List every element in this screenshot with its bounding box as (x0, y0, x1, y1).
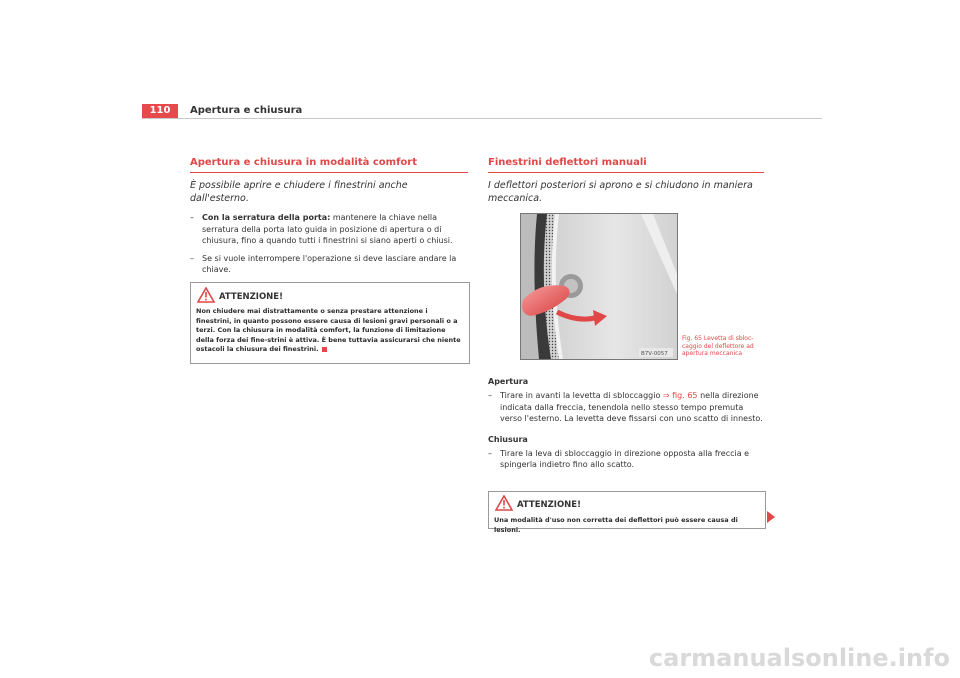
section-rule (488, 172, 764, 173)
left-section (190, 156, 468, 276)
opening-text-after: nella direzione indicata dalla freccia, tenendola nello stesso tempo premuta verso l'esterno. La levetta deve fissarsi con uno scatto di innesto. (500, 391, 763, 423)
figure-deflector-lever (520, 213, 678, 360)
section-lead: I deflettori posteriori si aprono e si chiudono in maniera meccanica. (488, 180, 753, 204)
section-title-comfort: Apertura e chiusura in modalità comfort (190, 157, 418, 168)
continue-arrow-icon[interactable] (767, 511, 775, 523)
figure-caption: Fig. 65 Levetta di sbloc-caggio del deflettore ad apertura meccanica (682, 335, 754, 358)
section-rule (190, 172, 468, 173)
section-lead: È possibile aprire e chiudere i finestrini anche dall'esterno. (190, 180, 408, 204)
warning-triangle-icon (197, 287, 215, 307)
warning-body: Non chiudere mai distrattamente o senza prestare attenzione i finestrini, in quanto possono essere causa di lesioni gravi personali o a terzi. Con la chiusura in modalità comfort, la funzione di limitazione della forza dei fine-strini è attiva. È bene tuttavia assicurarsi che niente ostacoli la chiusura dei finestrini. (196, 307, 461, 354)
warning-text: Una modalità d'uso non corretta dei deflettori può essere causa di lesioni. (494, 516, 738, 534)
dash: – (488, 391, 492, 400)
right-section (488, 156, 764, 205)
warning-title: ATTENZIONE! (517, 500, 581, 510)
figure-reference-link[interactable]: ⇒ fig. 65 (662, 391, 698, 400)
watermark: carmanualsonline.info (648, 644, 950, 672)
closing-heading: Chiusura (488, 434, 528, 444)
item-text: mantenere la chiave nella serratura della porta lato guida in posizione di apertura o di chiusura, fino a quando tutti i finestrini si siano aperti o chiusi. (202, 213, 453, 245)
opening-heading: Apertura (488, 377, 529, 386)
header-rule (142, 118, 822, 119)
dash: – (190, 253, 194, 263)
warning-triangle-icon (495, 495, 513, 515)
dash: – (190, 213, 194, 222)
warning-header (489, 495, 765, 515)
end-mark-icon (322, 347, 327, 352)
dash: – (488, 448, 492, 458)
closing-text: Tirare la leva di sbloccaggio in direzione opposta alla freccia e spingerla indietro fino allo scatto. (500, 448, 750, 469)
warning-text (191, 307, 469, 359)
deflector-illustration (521, 214, 677, 359)
page-number: 110 (142, 104, 178, 118)
opening-text-before: Tirare in avanti la levetta di sbloccaggio (500, 391, 663, 400)
list-item (190, 253, 468, 276)
figure-code: B7V-0057 (641, 351, 668, 357)
list-item (190, 212, 468, 247)
instructions (488, 376, 764, 471)
list-item (488, 390, 764, 425)
warning-box-left (190, 282, 470, 364)
list-item (488, 448, 764, 471)
item-text: Se si vuole interrompere l'operazione si deve lasciare andare la chiave. (202, 253, 457, 274)
warning-header (191, 287, 469, 307)
item-bold-label: Con la serratura della porta: (202, 213, 331, 222)
section-title-deflectors: Finestrini deflettori manuali (488, 157, 647, 168)
warning-title: ATTENZIONE! (219, 292, 283, 302)
warning-box-right (488, 491, 766, 534)
running-title: Apertura e chiusura (190, 105, 303, 116)
